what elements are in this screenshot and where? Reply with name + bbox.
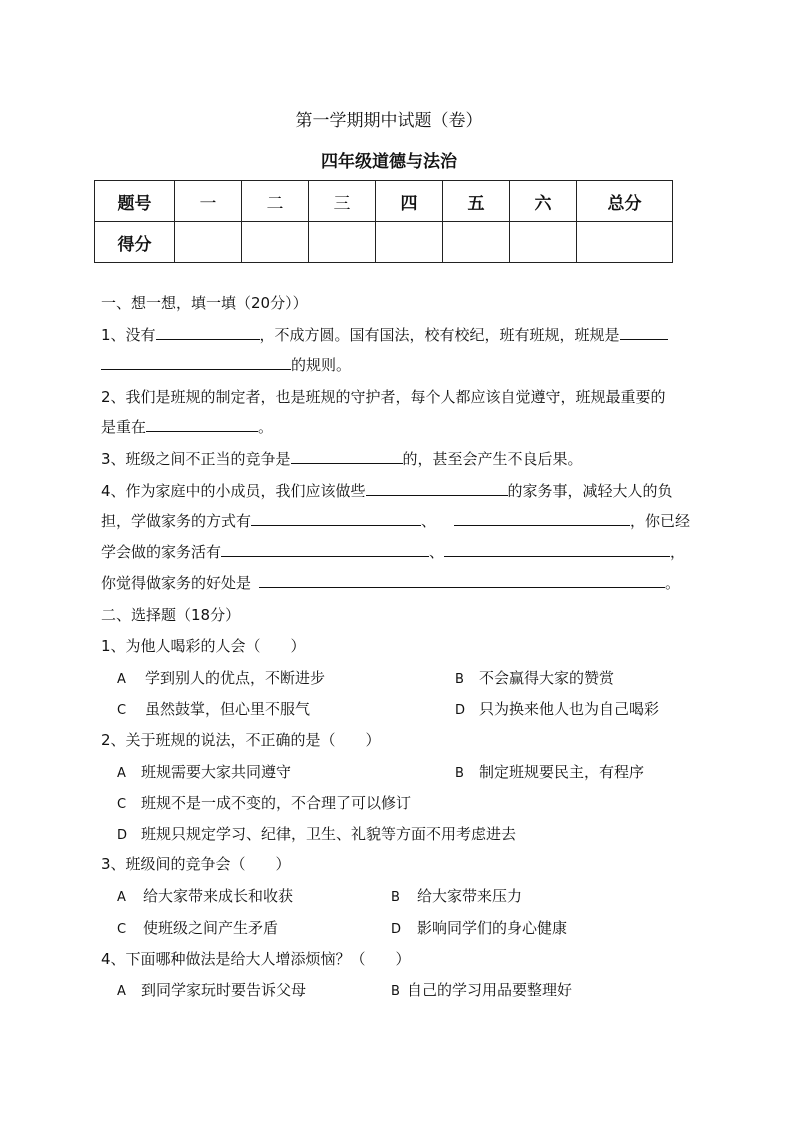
mc-option-a[interactable] [117,979,306,1000]
option-letter: B [391,984,400,999]
q4-text: 的家务事，减轻大人的负 [507,482,673,500]
option-letter: C [117,797,127,812]
header-cell: 一 [175,181,242,222]
option-letter: B [455,766,464,781]
q2-line2 [101,416,273,437]
option-letter: B [455,672,464,687]
q4-line3 [101,541,685,562]
score-cell[interactable] [443,222,510,263]
q3-text: 3、班级之间不正当的竞争是 [101,450,291,468]
mc-option-c[interactable] [117,917,278,938]
q1-text: 1、没有 [101,326,156,344]
mc-option-c[interactable] [117,792,411,813]
score-label-cell: 得分 [95,222,175,263]
answer-blank[interactable] [221,541,429,557]
option-letter: A [117,890,126,905]
section1-heading: 一、想一想，填一填（20分）） [101,294,308,312]
mc-option-c[interactable] [117,698,310,719]
option-text: 到同学家玩时要告诉父母 [141,981,307,999]
option-text: 制定班规要民主，有程序 [479,763,645,781]
score-table-score-row [95,222,673,263]
option-letter: B [391,890,400,905]
option-text: 虽然鼓掌，但心里不服气 [145,700,311,718]
mc-option-b[interactable] [455,667,614,688]
mc-question-stem: 3、班级间的竞争会（ ） [101,855,291,873]
mc-option-a[interactable] [117,761,291,782]
option-text: 班规不是一成不变的，不合理了可以修订 [141,794,412,812]
mc-option-d[interactable] [391,917,567,938]
option-text: 班规需要大家共同遵守 [141,763,292,781]
q4-line1 [101,480,673,501]
section2-heading: 二、选择题（18分） [101,606,241,624]
option-text: 只为换来他人也为自己喝彩 [479,700,660,718]
score-table-header-row [95,181,673,222]
q3-line [101,448,583,469]
q4-text: 你觉得做家务的好处是 [101,574,252,592]
q4-text: 、 [421,512,437,530]
answer-blank[interactable] [620,324,668,340]
answer-blank[interactable] [444,541,670,557]
header-cell: 二 [242,181,309,222]
option-letter: C [117,922,127,937]
option-letter: A [117,984,126,999]
option-text: 不会赢得大家的赞赏 [479,669,615,687]
answer-blank[interactable] [259,572,665,588]
score-cell[interactable] [175,222,242,263]
q4-line4 [101,572,680,593]
q1-text: 的规则。 [291,356,352,374]
q1-line1 [101,324,668,345]
option-text: 使班级之间产生矛盾 [143,919,279,937]
q1-line2 [101,354,351,375]
mc-question-stem: 2、关于班规的说法，不正确的是（ ） [101,731,381,749]
option-text: 学到别人的优点，不断进步 [145,669,326,687]
score-cell[interactable] [510,222,577,263]
option-letter: C [117,703,127,718]
header-cell: 六 [510,181,577,222]
answer-blank[interactable] [251,510,421,526]
answer-blank[interactable] [366,480,508,496]
option-text: 给大家带来压力 [417,887,523,905]
option-letter: D [391,922,402,937]
q4-text: 、 [429,543,445,561]
option-letter: D [117,828,128,843]
option-text: 给大家带来成长和收获 [143,887,294,905]
option-letter: A [117,766,126,781]
answer-blank[interactable] [101,354,291,370]
q2-text: 。 [258,418,274,436]
q4-text: ， [670,543,686,561]
option-text: 班规只规定学习、纪律，卫生、礼貌等方面不用考虑进去 [141,825,517,843]
q4-text: ，你已经 [630,512,691,530]
mc-option-a[interactable] [117,667,325,688]
answer-blank[interactable] [291,448,403,464]
score-table [94,180,673,263]
header-cell: 五 [443,181,510,222]
q4-line2 [101,510,690,531]
score-cell[interactable] [577,222,673,263]
mc-option-b[interactable] [391,885,522,906]
q1-text: ，不成方圆。国有国法，校有校纪，班有班规，班规是 [259,326,620,344]
answer-blank[interactable] [146,416,258,432]
mc-option-b[interactable] [455,761,644,782]
answer-blank[interactable] [454,510,630,526]
answer-blank[interactable] [156,324,260,340]
exam-subtitle: 四年级道德与法治 [321,152,457,172]
exam-title: 第一学期期中试题（卷） [295,111,483,131]
q4-text: 4、作为家庭中的小成员，我们应该做些 [101,482,366,500]
q4-text: 学会做的家务活有 [101,543,222,561]
header-cell: 总分 [577,181,673,222]
mc-option-a[interactable] [117,885,293,906]
q4-text: 。 [665,574,681,592]
q2-line1: 2、我们是班规的制定者，也是班规的守护者，每个人都应该自觉遵守，班规最重要的 [101,388,666,406]
q3-text: 的，甚至会产生不良后果。 [402,450,583,468]
score-cell[interactable] [242,222,309,263]
score-cell[interactable] [309,222,376,263]
header-cell: 题号 [95,181,175,222]
mc-option-d[interactable] [455,698,659,719]
option-text: 自己的学习用品要整理好 [407,981,573,999]
header-cell: 四 [376,181,443,222]
q4-text: 担，学做家务的方式有 [101,512,252,530]
mc-question-stem: 1、为他人喝彩的人会（ ） [101,637,306,655]
option-text: 影响同学们的身心健康 [417,919,568,937]
q2-text: 是重在 [101,418,147,436]
mc-option-d[interactable] [117,823,516,844]
option-letter: D [455,703,466,718]
option-letter: A [117,672,126,687]
mc-question-stem: 4、下面哪种做法是给大人增添烦恼？（ ） [101,950,411,968]
score-cell[interactable] [376,222,443,263]
header-cell: 三 [309,181,376,222]
mc-option-b[interactable] [391,979,572,1000]
